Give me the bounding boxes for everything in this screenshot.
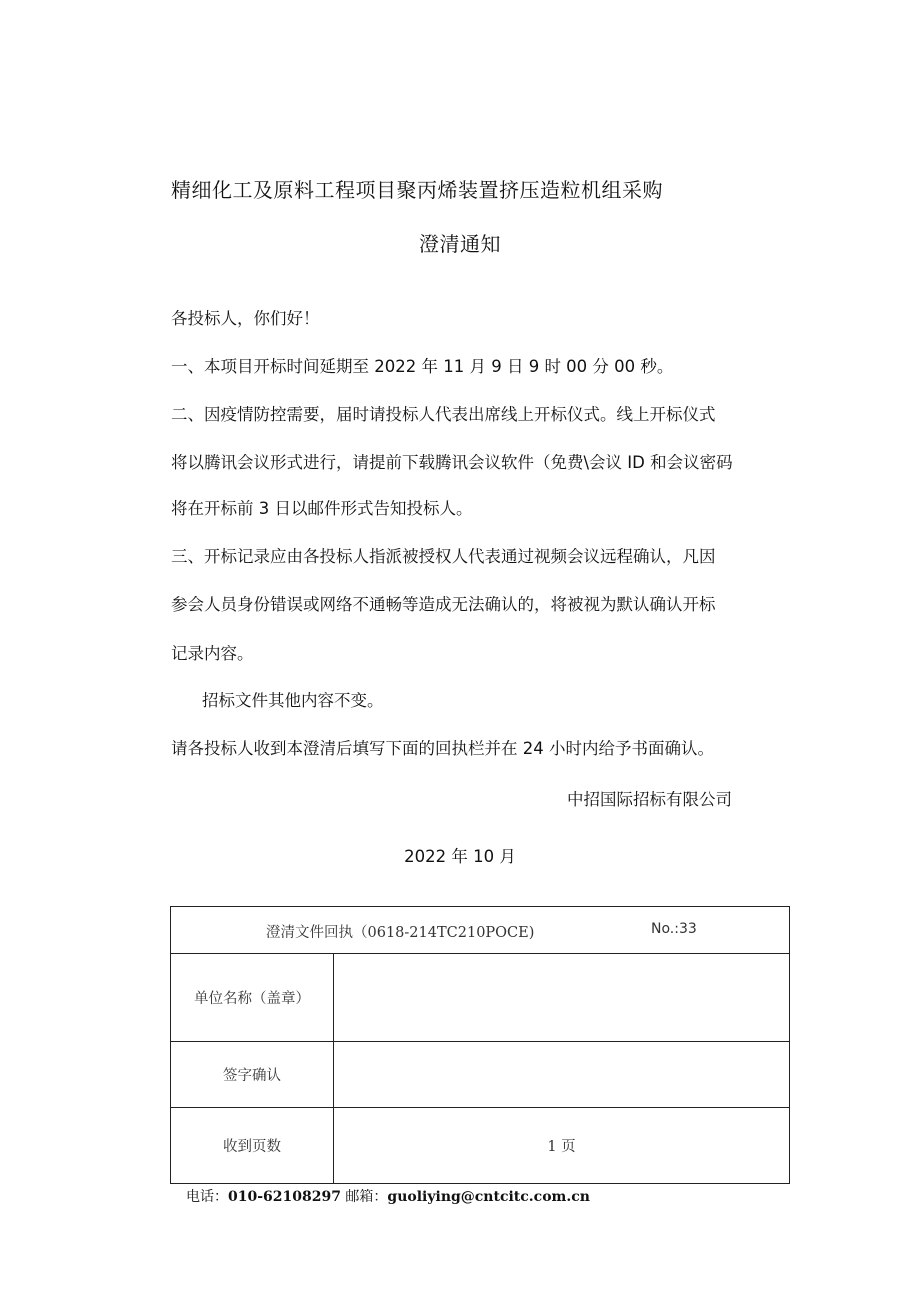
- request: 请各投标人收到本澄清后填写下面的回执栏并在 24 小时内给予书面确认。: [171, 739, 714, 758]
- company-seal-field[interactable]: [334, 954, 790, 1042]
- receipt-number: No.:33: [651, 921, 697, 937]
- email-address: guoliying@cntcitc.com.cn: [387, 1189, 590, 1205]
- document-subtitle: 澄清通知: [419, 232, 501, 256]
- company-name: 中招国际招标有限公司: [567, 790, 732, 809]
- issue-date: 2022 年 10 月: [404, 847, 516, 866]
- pages-received-label: 收到页数: [171, 1108, 334, 1184]
- item-2-line-2: 将以腾讯会议形式进行，请提前下载腾讯会议软件（免费\会议 ID 和会议密码: [171, 453, 733, 472]
- receipt-table: [170, 906, 790, 1184]
- item-3-line-3: 记录内容。: [171, 644, 254, 663]
- email-label: 邮箱：: [345, 1189, 388, 1205]
- note: 招标文件其他内容不变。: [202, 691, 384, 710]
- table-row: [171, 954, 790, 1042]
- receipt-header-cell: [171, 907, 790, 954]
- signature-label: 签字确认: [171, 1042, 334, 1108]
- item-1: 一、本项目开标时间延期至 2022 年 11 月 9 日 9 时 00 分 00 秒。: [171, 357, 674, 376]
- signature-field[interactable]: [334, 1042, 790, 1108]
- item-2-line-1: 二、因疫情防控需要，届时请投标人代表出席线上开标仪式。线上开标仪式: [171, 405, 716, 424]
- table-row: [171, 1108, 790, 1184]
- receipt-title: 澄清文件回执（0618-214TC210POCE): [266, 925, 535, 941]
- company-seal-label: 单位名称（盖章）: [171, 954, 334, 1042]
- table-row: [171, 1042, 790, 1108]
- phone-label: 电话：: [186, 1189, 228, 1205]
- salutation: 各投标人，你们好！: [171, 309, 320, 328]
- item-3-line-2: 参会人员身份错误或网络不通畅等造成无法确认的，将被视为默认确认开标: [171, 595, 716, 614]
- contact-footer: [186, 1186, 590, 1206]
- document-title: 精细化工及原料工程项目聚丙烯装置挤压造粒机组采购: [171, 178, 663, 202]
- pages-received-value: 1 页: [334, 1108, 790, 1184]
- item-3-line-1: 三、开标记录应由各投标人指派被授权人代表通过视频会议远程确认，凡因: [171, 547, 716, 566]
- phone-number: 010-62108297: [228, 1189, 341, 1205]
- item-2-line-3: 将在开标前 3 日以邮件形式告知投标人。: [171, 499, 473, 518]
- receipt-header-row: [171, 907, 790, 954]
